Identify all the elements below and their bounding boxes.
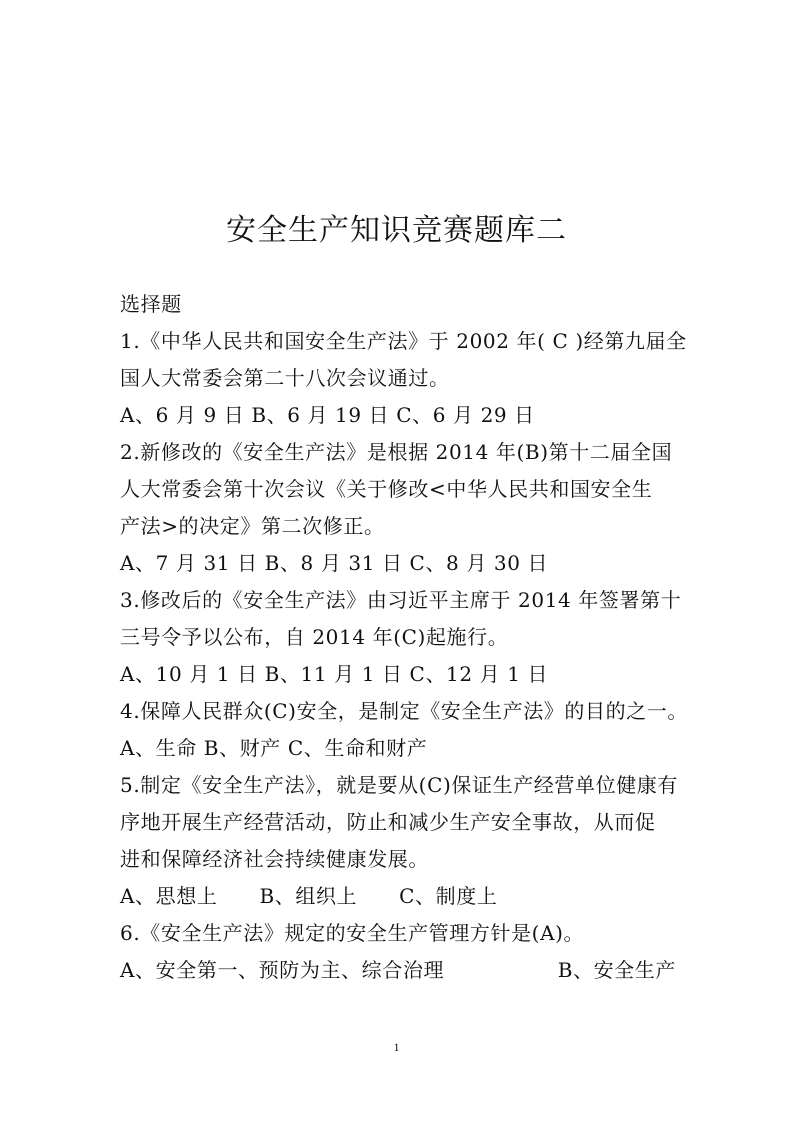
question-2-line-3: 产法>的决定》第二次修正。 bbox=[120, 514, 385, 538]
question-5-option-c: C、制度上 bbox=[399, 884, 498, 908]
question-2-line-2: 人大常委会第十次会议《关于修改<中华人民共和国安全生 bbox=[120, 477, 653, 501]
section-label: 选择题 bbox=[120, 292, 182, 316]
question-3-line-1: 3.修改后的《安全生产法》由习近平主席于 2014 年签署第十 bbox=[120, 588, 682, 612]
question-5-line-3: 进和保障经济社会持续健康发展。 bbox=[120, 847, 429, 871]
question-5-line-1: 5.制定《安全生产法》，就是要从(C)保证生产经营单位健康有 bbox=[120, 773, 678, 797]
question-4-options: A、生命 B、财产 C、生命和财产 bbox=[120, 736, 428, 760]
question-2-line-1: 2.新修改的《安全生产法》是根据 2014 年(B)第十二届全国 bbox=[120, 440, 673, 464]
page-number: 1 bbox=[393, 1040, 400, 1054]
question-5-option-b: B、组织上 bbox=[259, 884, 358, 908]
question-5-line-2: 序地开展生产经营活动，防止和减少生产安全事故，从而促 bbox=[120, 810, 656, 834]
question-6-line-1: 6.《安全生产法》规定的安全生产管理方针是(A)。 bbox=[120, 921, 585, 945]
question-3-line-2: 三号令予以公布，自 2014 年(C)起施行。 bbox=[120, 625, 509, 649]
question-1-line-1: 1.《中华人民共和国安全生产法》于 2002 年( C )经第九届全 bbox=[120, 329, 687, 353]
question-1-options: A、6 月 9 日 B、6 月 19 日 C、6 月 29 日 bbox=[120, 403, 535, 427]
question-5-option-a: A、思想上 bbox=[120, 884, 218, 908]
question-4-line-1: 4.保障人民群众(C)安全，是制定《安全生产法》的目的之一。 bbox=[120, 699, 688, 723]
question-content bbox=[120, 286, 688, 989]
question-2-options: A、7 月 31 日 B、8 月 31 日 C、8 月 30 日 bbox=[120, 551, 549, 575]
question-5-options bbox=[120, 878, 676, 915]
question-6-option-a: A、安全第一、预防为主、综合治理 bbox=[120, 958, 445, 982]
question-1-line-2: 国人大常委会第二十八次会议通过。 bbox=[120, 366, 450, 390]
document-title: 安全生产知识竞赛题库二 bbox=[226, 213, 567, 248]
question-6-option-b: B、安全生产 bbox=[557, 958, 676, 982]
question-6-options bbox=[120, 952, 676, 989]
question-3-options: A、10 月 1 日 B、11 月 1 日 C、12 月 1 日 bbox=[120, 662, 549, 686]
